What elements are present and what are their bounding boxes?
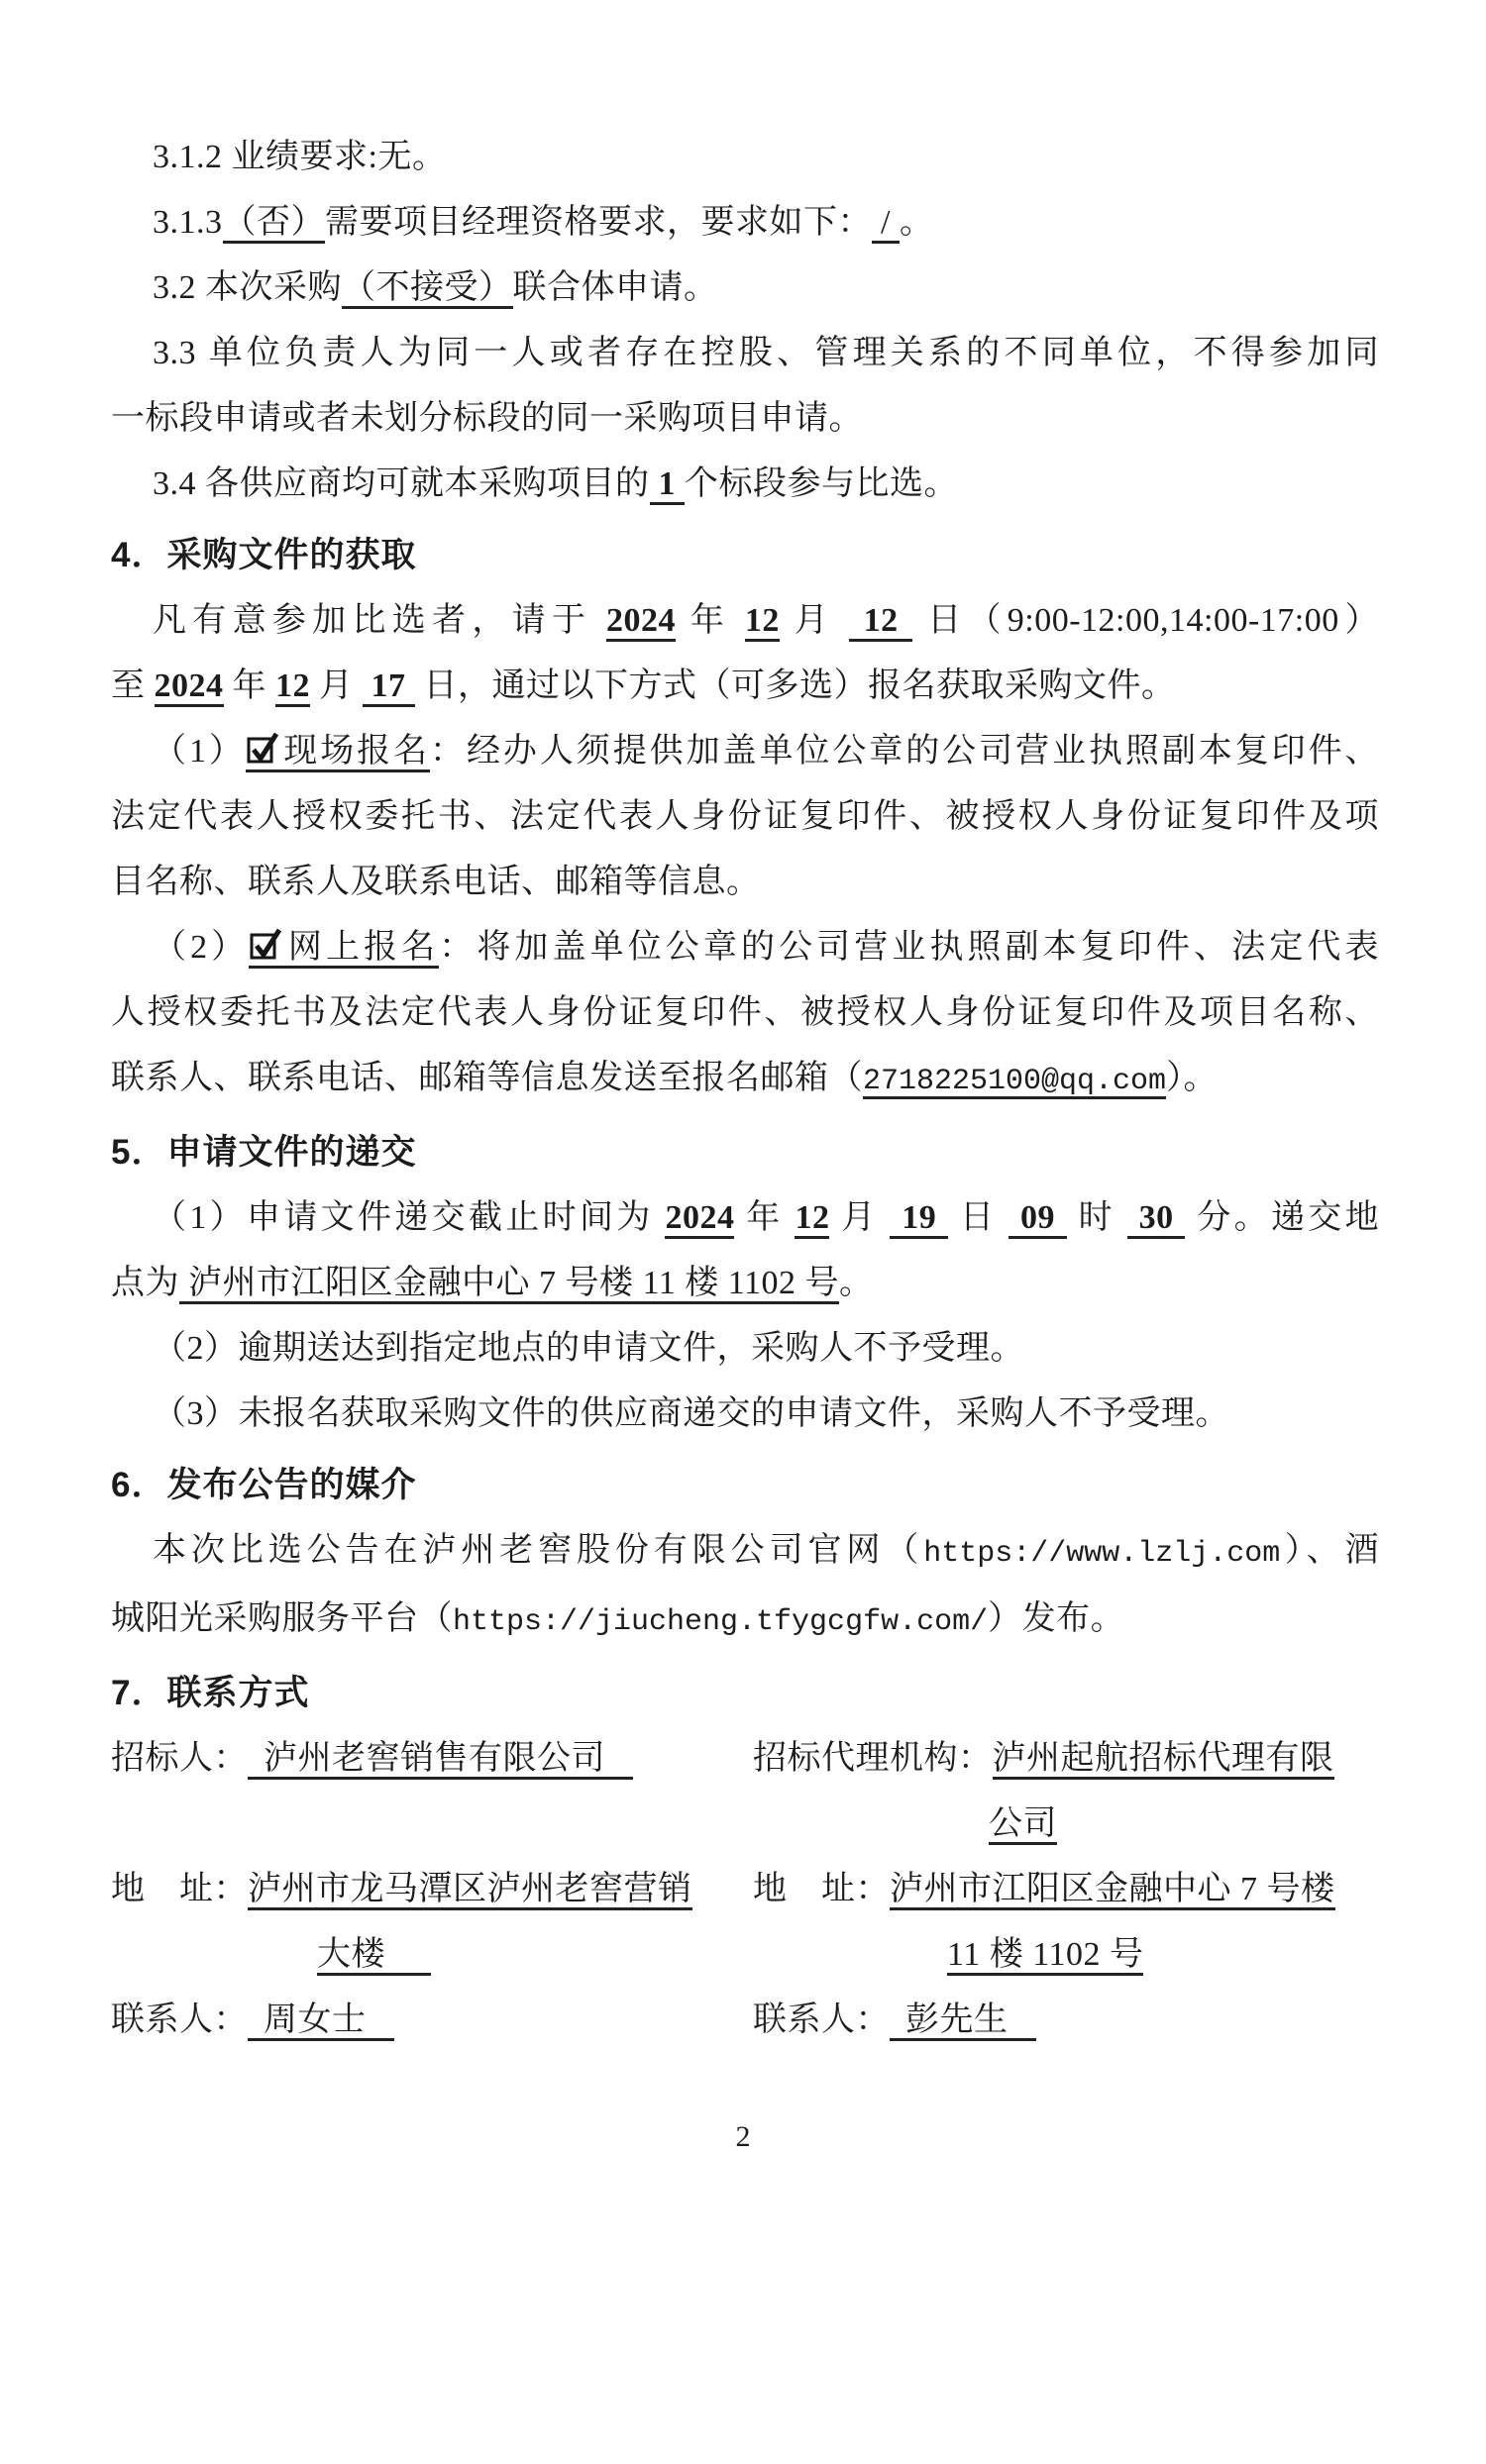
bidder-contact-field	[111, 1988, 753, 2053]
text-run	[111, 1674, 309, 1712]
text: 2024	[665, 1199, 735, 1236]
text-run	[111, 1600, 453, 1637]
text-run	[111, 400, 863, 437]
text: 网上报名	[284, 929, 440, 966]
agency-address-line1: 泸州市江阳区金融中心 7 号楼	[890, 1871, 1335, 1910]
text-run	[153, 733, 246, 770]
text: 1	[649, 465, 685, 502]
text-run	[111, 1466, 416, 1504]
text-run	[513, 269, 718, 306]
text: ）发布。	[988, 1600, 1125, 1637]
text: 12	[795, 1199, 830, 1236]
text: 至	[111, 667, 155, 704]
para-5-3	[111, 1382, 1379, 1447]
text: 泸州市江阳区金融中心 7 号楼 11 楼 1102 号	[179, 1265, 839, 1301]
text: （2）	[153, 929, 250, 966]
text: 个标段参与比选。	[685, 465, 958, 502]
text: （2）逾期送达到指定地点的申请文件，采购人不予受理。	[153, 1330, 1024, 1367]
onsite-registration-option	[246, 733, 430, 772]
text-run	[223, 204, 326, 244]
para-5-1-line2	[111, 1251, 1379, 1316]
text-run	[325, 204, 872, 241]
registration-email	[863, 1060, 1166, 1099]
text: 月	[829, 1199, 891, 1236]
text-run	[310, 667, 363, 704]
agency-value-line2: 公司	[989, 1805, 1057, 1845]
agency-contact-value: 彭先生	[890, 2002, 1036, 2041]
text-run	[155, 667, 224, 707]
clause-3-1-3	[111, 190, 1379, 256]
text: ：将加盖单位公章的公司营业执照副本复印件、法定代表	[439, 929, 1379, 966]
text-run	[153, 1330, 1024, 1367]
text: 年	[676, 602, 745, 639]
text: 2024	[154, 667, 224, 704]
text-run	[342, 269, 513, 309]
text-run	[111, 536, 416, 574]
text: 3.1.2 业绩要求:无。	[153, 139, 447, 175]
text-run	[111, 1133, 416, 1172]
text: 本次比选公告在泸州老窖股份有限公司官网（	[153, 1532, 924, 1569]
text-run	[734, 1199, 795, 1236]
bidder-address-field	[111, 1857, 753, 1988]
text-run	[780, 602, 849, 639]
text-run	[153, 139, 446, 175]
text-run	[363, 667, 415, 707]
agency-value-line2-wrap	[989, 1792, 1379, 1857]
text-run	[1280, 1532, 1379, 1569]
agency-field	[753, 1726, 1379, 1857]
bidder-field	[111, 1726, 753, 1857]
text: 19	[890, 1199, 949, 1236]
text: 3.4 各供应商均可就本采购项目的	[153, 465, 650, 502]
text-run	[153, 1199, 665, 1236]
text: （1）	[153, 733, 246, 770]
para-4-intro-line1	[111, 588, 1379, 654]
text-run	[1127, 1199, 1186, 1239]
text: 凡有意参加比选者，请于	[153, 602, 607, 639]
text: 6．发布公告的媒介	[111, 1466, 417, 1504]
agency-contact-field	[753, 1988, 1379, 2053]
agency-address-field	[753, 1857, 1379, 1988]
text: 4．采购文件的获取	[111, 536, 417, 574]
procurement-platform-url	[453, 1600, 988, 1637]
para-6-line1	[111, 1518, 1379, 1587]
heading-4	[111, 523, 1379, 588]
heading-6	[111, 1453, 1379, 1518]
text: （不接受）	[342, 269, 513, 306]
text: 月	[779, 602, 849, 639]
text: https://jiucheng.tfygcgfw.com/	[453, 1605, 989, 1639]
text-run	[1166, 1060, 1218, 1096]
text: 5．申请文件的递交	[111, 1133, 417, 1172]
agency-address-label: 地 址：	[753, 1871, 890, 1907]
contact-section	[111, 1726, 1379, 2053]
text-run	[153, 929, 249, 966]
text: 日，通过以下方式（可多选）报名获取采购文件。	[414, 667, 1176, 704]
contact-row-parties	[111, 1726, 1379, 1857]
para-online-line3	[111, 1046, 1379, 1114]
bidder-address-line2: 大楼	[317, 1936, 431, 1976]
text-run	[988, 1600, 1124, 1637]
bidder-address-line1: 泸州市龙马潭区泸州老窖营销	[248, 1871, 692, 1910]
text: 3.2 本次采购	[153, 269, 342, 306]
para-onsite-line3	[111, 850, 1379, 915]
text: （否）	[222, 204, 325, 241]
text-run	[829, 1199, 890, 1236]
text: 年	[734, 1199, 796, 1236]
text: 年	[223, 667, 275, 704]
text: 点为	[111, 1265, 179, 1301]
text: 3.1.3	[153, 204, 223, 241]
text: /	[872, 204, 900, 241]
bidder-address-label: 地 址：	[111, 1871, 248, 1907]
text-run	[1185, 1199, 1379, 1236]
text: 。	[838, 1265, 874, 1301]
text-run	[912, 602, 1379, 639]
text-run	[153, 204, 223, 241]
text: 3.3 单位负责人为同一人或者存在控股、管理关系的不同单位，不得参加同	[153, 335, 1379, 371]
text-run	[111, 667, 155, 704]
submission-address	[179, 1265, 839, 1304]
agency-value-line1: 泸州起航招标代理有限	[993, 1740, 1334, 1780]
para-4-intro-line2	[111, 654, 1379, 719]
agency-contact-label: 联系人：	[753, 2002, 890, 2038]
text-run	[650, 465, 686, 505]
text: 分。递交地	[1185, 1199, 1380, 1236]
text: 12	[744, 602, 780, 639]
text: 城阳光采购服务平台（	[111, 1600, 453, 1637]
para-5-2	[111, 1316, 1379, 1382]
para-onsite-line2	[111, 784, 1379, 850]
text: 。	[899, 204, 934, 241]
para-online-line1	[111, 915, 1379, 980]
text-run	[900, 204, 934, 241]
text-run	[153, 602, 606, 639]
text: 法定代表人授权委托书、法定代表人身份证复印件、被授权人身份证复印件及项	[111, 798, 1379, 835]
agency-label: 招标代理机构：	[753, 1740, 993, 1777]
text: 联系人、联系电话、邮箱等信息发送至报名邮箱（	[111, 1060, 863, 1096]
text-run	[795, 1199, 829, 1239]
heading-5	[111, 1120, 1379, 1185]
bidder-label: 招标人：	[111, 1740, 248, 1777]
text-run	[153, 335, 1379, 371]
text-run	[111, 798, 1379, 835]
text-run	[111, 1265, 179, 1301]
text: 2718225100@qq.com	[863, 1065, 1167, 1098]
text-run	[745, 602, 780, 642]
text-run	[685, 465, 958, 502]
text: 一标段申请或者未划分标段的同一采购项目申请。	[111, 400, 863, 437]
text: 月	[310, 667, 363, 704]
text: 人授权委托书及法定代表人身份证复印件、被授权人身份证复印件及项目名称、	[111, 994, 1379, 1031]
official-site-url	[923, 1532, 1280, 1569]
clause-3-2	[111, 256, 1379, 321]
text-run	[415, 667, 1176, 704]
text: 需要项目经理资格要求，要求如下：	[325, 204, 872, 241]
text-run	[890, 1199, 948, 1239]
text-run	[839, 1265, 874, 1301]
agency-address-line2-wrap	[947, 1922, 1379, 1988]
document-lines	[111, 125, 1379, 1726]
online-registration-option	[249, 929, 439, 969]
text-run	[275, 667, 310, 707]
text: （3）未报名获取采购文件的供应商递交的申请文件，采购人不予受理。	[153, 1395, 1229, 1432]
text-run	[606, 602, 676, 642]
text: 12	[275, 667, 310, 704]
text: 09	[1008, 1199, 1067, 1236]
para-online-line2	[111, 980, 1379, 1046]
clause-3-4	[111, 452, 1379, 517]
checkbox-checked-icon	[247, 734, 278, 766]
text: 联合体申请。	[512, 269, 718, 306]
text: 2024	[606, 602, 677, 639]
text: 17	[362, 667, 415, 704]
text-run	[111, 1060, 863, 1096]
text-run	[153, 269, 342, 306]
para-onsite-line1	[111, 719, 1379, 784]
page-number: 2	[735, 2120, 751, 2153]
bidder-value: 泸州老窖销售有限公司	[248, 1740, 633, 1780]
text-run	[1008, 1199, 1067, 1239]
text: ）、酒	[1280, 1532, 1380, 1569]
text: https://www.lzlj.com	[923, 1537, 1281, 1571]
text: 7．联系方式	[111, 1674, 310, 1712]
text-run	[111, 994, 1379, 1031]
text-run	[153, 1532, 923, 1569]
text-run	[111, 864, 761, 900]
text-run	[224, 667, 276, 704]
text-run	[948, 1199, 1008, 1236]
para-5-1-line1	[111, 1185, 1379, 1251]
text-run	[849, 602, 913, 642]
para-6-line2	[111, 1587, 1379, 1655]
text-run	[153, 465, 650, 502]
text-run	[872, 204, 900, 244]
text: 时	[1066, 1199, 1127, 1236]
bidder-address-line2-wrap	[317, 1922, 753, 1988]
text: 12	[848, 602, 913, 639]
text: 现场报名	[280, 733, 431, 770]
text: 日（9:00-12:00,14:00-17:00）	[912, 602, 1380, 639]
clause-3-1-2	[111, 125, 1379, 190]
heading-7	[111, 1661, 1379, 1726]
text: ）。	[1166, 1060, 1219, 1096]
clause-3-3-line1	[111, 321, 1379, 386]
text-run	[430, 733, 1379, 770]
clause-3-3-line2	[111, 386, 1379, 452]
text-run	[1067, 1199, 1127, 1236]
bidder-contact-value: 周女士	[248, 2002, 394, 2041]
text-run	[153, 1395, 1229, 1432]
text-run	[676, 602, 745, 639]
text: 目名称、联系人及联系电话、邮箱等信息。	[111, 864, 761, 900]
text-run	[439, 929, 1379, 966]
text: ：经办人须提供加盖单位公章的公司营业执照副本复印件、	[430, 733, 1380, 770]
agency-address-line2: 11 楼 1102 号	[947, 1936, 1143, 1976]
bidder-contact-label: 联系人：	[111, 2002, 248, 2038]
text: （1）申请文件递交截止时间为	[153, 1199, 666, 1236]
checkbox-checked-icon	[250, 930, 281, 962]
contact-row-addresses	[111, 1857, 1379, 1988]
text-run	[665, 1199, 734, 1239]
text: 30	[1126, 1199, 1186, 1236]
text: 日	[948, 1199, 1009, 1236]
contact-row-persons	[111, 1988, 1379, 2053]
